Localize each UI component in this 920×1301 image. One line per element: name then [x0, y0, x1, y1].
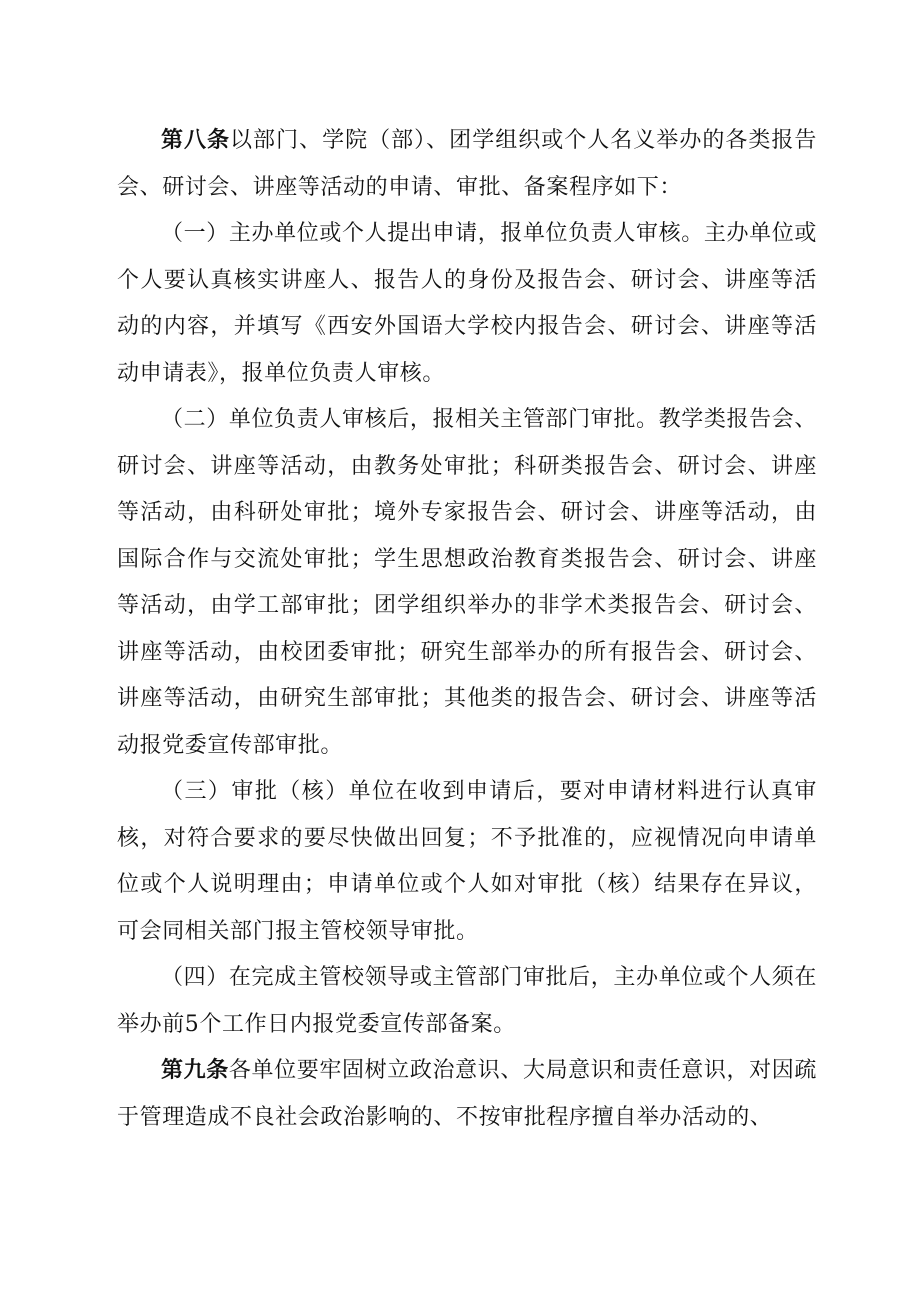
article-8-intro: [117, 118, 817, 211]
article-8-clause-2: （二）单位负责人审核后，报相关主管部门审批。教学类报告会、研讨会、讲座等活动，由教务处审批；科研类报告会、研讨会、讲座等活动，由科研处审批；境外专家报告会、研讨会、讲座等活动，由国际合作与交流处审批；学生思想政治教育类报告会、研讨会、讲座等活动，由学工部审批；团学组织举办的非学术类报告会、研讨会、讲座等活动，由校团委审批；研究生部举办的所有报告会、研讨会、讲座等活动，由研究生部审批；其他类的报告会、研讨会、讲座等活动报党委宣传部审批。: [117, 407, 817, 758]
article-8-number: 第八条: [161, 128, 231, 153]
article-9-text: 各单位要牢固树立政治意识、大局意识和责任意识，对因疏于管理造成不良社会政治影响的、不按审批程序擅自举办活动的、: [117, 1058, 817, 1130]
article-8-clause-1: （一）主办单位或个人提出申请，报单位负责人审核。主办单位或个人要认真核实讲座人、报告人的身份及报告会、研讨会、讲座等活动的内容，并填写《西安外国语大学校内报告会、研讨会、讲座等活动申请表》，报单位负责人审核。: [117, 221, 817, 386]
article-9-number: 第九条: [161, 1058, 229, 1083]
article-8-intro-text: 以部门、学院（部）、团学组织或个人名义举办的各类报告会、研讨会、讲座等活动的申请、审批、备案程序如下：: [117, 128, 817, 200]
article-8-clause-3: （三）审批（核）单位在收到申请后，要对申请材料进行认真审核，对符合要求的要尽快做出回复；不予批准的，应视情况向申请单位或个人说明理由；申请单位或个人如对审批（核）结果存在异议，可会同相关部门报主管校领导审批。: [117, 779, 817, 944]
document-body: [117, 118, 817, 1141]
article-9: [117, 1048, 817, 1141]
article-8-clause-4: （四）在完成主管校领导或主管部门审批后，主办单位或个人须在举办前5个工作日内报党委宣传部备案。: [117, 965, 817, 1037]
